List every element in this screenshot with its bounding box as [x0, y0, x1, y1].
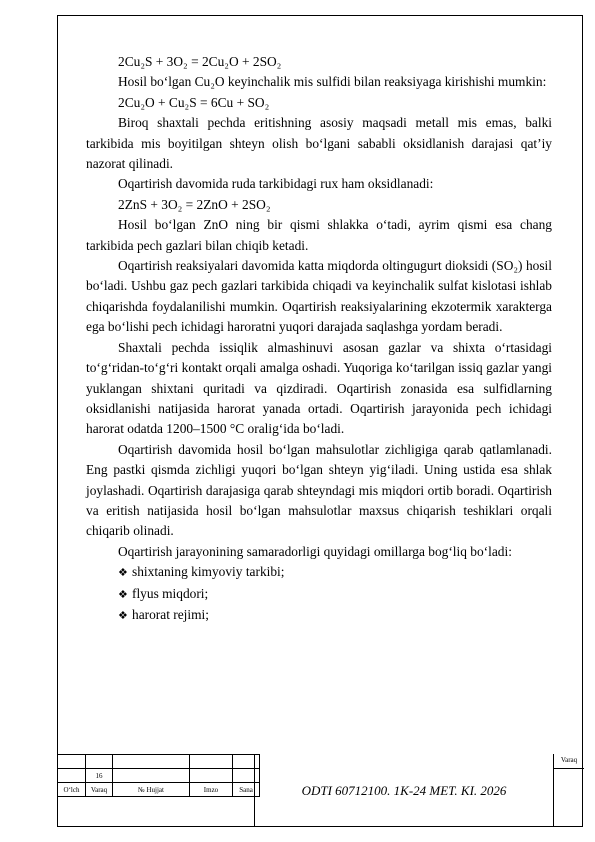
document-body [86, 52, 552, 626]
equation-3: 2ZnS + 3O₂ = 2ZnO + 2SO₂ [118, 196, 271, 212]
title-block [57, 754, 583, 827]
paragraph-6: Shaxtali pechda issiqlik almashinuvi asosan gazlar va shixta o‘rtasidagi to‘g‘ridan-to‘g‘ri kontakt orqali amalga oshadi. Yuqoriga ko‘tarilgan issiq gazlar yangi yuklangan shixtani quritadi va qizdiradi. Oqartirish zonasida esa sulfidlarning oksidlanishi natijasida harorat yanada ortadi. Oqartirish jarayonida pech ichidagi harorat odatda 1200–1500 °C oralig‘ida bo‘ladi. [86, 339, 552, 437]
paragraph-7: Oqartirish davomida hosil bo‘lgan mahsulotlar zichligiga qarab qatlamlanadi. Eng pastki qismda zichligi yuqori bo‘lgan shteyn yig‘iladi. Uning ustida esa shlak joylashadi. Oqartirish darajasiga qarab shteyndagi mis miqdori ortib boradi. Oqartirish va eritish natijasida hosil bo‘lgan mahsulotlar maxsus chiqarish teshiklari orqali chiqarib olinadi. [86, 441, 552, 539]
header-sana: Sana [233, 783, 260, 797]
document-code: ODTI 60712100. 1K-24 MET. KI. 2026 [301, 782, 507, 798]
header-hujjat: № Hujjat [113, 783, 190, 797]
header-varaq: Varaq [86, 783, 113, 797]
paragraph-8: Oqartirish jarayonining samaradorligi quyidagi omillarga bog‘liq bo‘ladi: [118, 543, 512, 559]
page-number: 16 [86, 769, 113, 783]
varaq-box [553, 754, 584, 827]
list-item: ❖ flyus miqdori; [118, 584, 552, 605]
factor-list [86, 562, 552, 626]
equation-1: 2Cu₂S + 3O₂ = 2Cu₂O + 2SO₂ [118, 54, 282, 69]
list-item: ❖ harorat rejimi; [118, 605, 552, 626]
paragraph-1: Hosil bo‘lgan Cu₂O keyinchalik mis sulfidi bilan reaksiyaga kirishishi mumkin: [118, 74, 547, 90]
header-imzo: Imzo [190, 783, 233, 797]
paragraph-2: Biroq shaxtali pechda eritishning asosiy maqsadi metall mis emas, balki tarkibida mis boyitilgan shteyn olish bo‘lgani sababli oksidlanish darajasi qat’iy nazorat qilinadi. [86, 115, 552, 172]
header-olch: O‘lch [58, 783, 86, 797]
diamond-bullet-icon: ❖ [118, 588, 128, 601]
list-item: ❖ shixtaning kimyoviy tarkibi; [118, 562, 552, 583]
varaq-label: Varaq [560, 756, 578, 764]
equation-2: 2Cu₂O + Cu₂S = 6Cu + SO₂ [118, 94, 270, 110]
varaq-divider [554, 768, 584, 769]
paragraph-3: Oqartirish davomida ruda tarkibidagi rux ham oksidlanadi: [118, 176, 434, 192]
diamond-bullet-icon: ❖ [118, 567, 128, 580]
paragraph-4: Hosil bo‘lgan ZnO ning bir qismi shlakka o‘tadi, ayrim qismi esa chang tarkibida pech gazlari bilan chiqib ketadi. [86, 217, 552, 253]
paragraph-5: Oqartirish reaksiyalari davomida katta miqdorda oltingugurt dioksidi (SO₂) hosil bo‘ladi. Ushbu gaz pech gazlari tarkibida chiqadi va keyinchalik sulfat kislotasi ishlab chiqarishda foydalanilishi mumkin. Oqartirish reaksiyalarining ekzotermik xarakterga ega bo‘lishi pech ichidagi haroratni yuqori darajada saqlashga yordam beradi. [86, 258, 552, 335]
diamond-bullet-icon: ❖ [118, 609, 128, 622]
stamp-divider [57, 754, 255, 827]
